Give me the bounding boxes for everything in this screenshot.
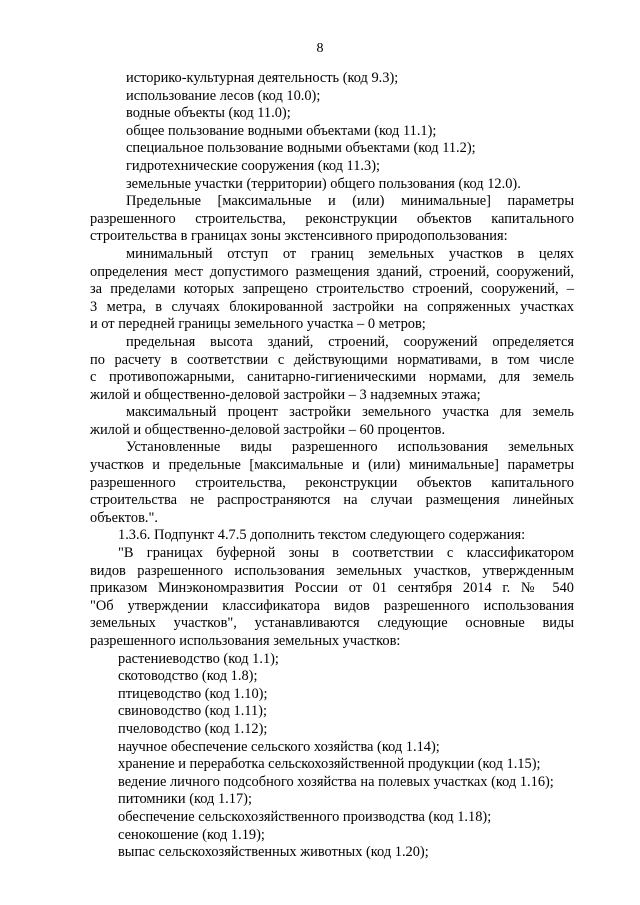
paragraph-line: по расчету в соответствии с действующими нормативами, в том числе xyxy=(90,351,574,368)
paragraph-height-limit xyxy=(90,334,574,404)
paragraph-line: Установленные виды разрешенного использования земельных xyxy=(126,439,574,456)
list-item: птицеводство (код 1.10); xyxy=(118,685,268,702)
paragraph-line: разрешенного строительства, реконструкции объектов капитального xyxy=(90,210,574,227)
list-item: историко-культурная деятельность (код 9.3); xyxy=(126,70,399,86)
paragraph-1-3-6: 1.3.6. Подпункт 4.7.5 дополнить текстом следующего содержания: xyxy=(118,527,526,544)
paragraph-line: жилой и общественно-деловой застройки – 60 процентов. xyxy=(90,421,446,438)
paragraph-setback xyxy=(90,246,574,334)
list-item: научное обеспечение сельского хозяйства (код 1.14); xyxy=(118,738,440,755)
list-item: специальное пользование водными объектами (код 11.2); xyxy=(126,140,476,157)
paragraph-line: видов разрешенного использования земельных участков, утвержденным xyxy=(90,562,574,579)
paragraph-line: Предельные [максимальные и (или) минимальные] параметры xyxy=(126,193,574,210)
land-use-list-continued xyxy=(90,70,574,193)
list-item: использование лесов (код 10.0); xyxy=(126,87,321,104)
list-item: водные объекты (код 11.0); xyxy=(126,105,291,122)
paragraph-line: максимальный процент застройки земельного участка для земель xyxy=(126,404,574,421)
paragraph-line: участков и предельные [максимальные и (или) минимальные] параметры xyxy=(90,457,574,474)
paragraph-line: разрешенного использования земельных участков: xyxy=(90,633,401,649)
paragraph-established-uses xyxy=(90,439,574,527)
list-item: общее пользование водными объектами (код 11.1); xyxy=(126,122,437,139)
list-item: растениеводство (код 1.1); xyxy=(118,650,279,667)
paragraph-line: "В границах буферной зоны в соответствии с классификатором xyxy=(118,545,574,562)
paragraph-line: с противопожарными, санитарно-гигиеническими нормами, для земель xyxy=(90,369,574,386)
list-item: ведение личного подсобного хозяйства на полевых участках (код 1.16); xyxy=(118,773,554,790)
list-item: питомники (код 1.17); xyxy=(118,791,252,808)
paragraph-line: за пределами которых запрещено строительство строений, сооружений, – xyxy=(90,281,574,298)
list-item: обеспечение сельскохозяйственного производства (код 1.18); xyxy=(118,808,492,825)
list-item: хранение и переработка сельскохозяйственной продукции (код 1.15); xyxy=(118,756,541,773)
paragraph-line: земельных участков", устанавливаются следующие основные виды xyxy=(90,615,574,632)
paragraph-coverage xyxy=(90,404,574,439)
document-body xyxy=(90,70,574,862)
paragraph-line: 3 метра, в случаях блокированной застройки на сопряженных участках xyxy=(90,298,574,315)
list-item: скотоводство (код 1.8); xyxy=(118,668,258,685)
page-number: 8 xyxy=(316,41,324,56)
paragraph-limit-parameters xyxy=(90,193,574,246)
paragraph-buffer-zone xyxy=(90,545,574,651)
paragraph-line: строительства в границах зоны экстенсивного природопользования: xyxy=(90,228,508,245)
paragraph-line: разрешенного строительства, реконструкции объектов капитального xyxy=(90,474,574,491)
list-item: земельные участки (территории) общего пользования (код 12.0). xyxy=(126,175,521,192)
paragraph-line: жилой и общественно-деловой застройки – 3 надземных этажа; xyxy=(90,386,481,403)
paragraph-line: определения мест допустимого размещения зданий, строений, сооружений, xyxy=(90,263,574,280)
list-item: сенокошение (код 1.19); xyxy=(118,826,265,843)
list-item: гидротехнические сооружения (код 11.3); xyxy=(126,157,380,174)
paragraph-line: предельная высота зданий, строений, сооружений определяется xyxy=(126,333,574,350)
list-item: свиноводство (код 1.11); xyxy=(118,703,267,720)
paragraph-line: строительства не распространяются на случаи размещения линейных xyxy=(90,492,574,509)
buffer-zone-uses-list xyxy=(90,651,574,862)
paragraph-line: "Об утверждении классификатора видов разрешенного использования xyxy=(90,597,574,614)
paragraph-line: и от передней границы земельного участка – 0 метров; xyxy=(90,316,426,333)
paragraph-line: минимальный отступ от границ земельных участков в целях xyxy=(126,245,574,262)
list-item: выпас сельскохозяйственных животных (код 1.20); xyxy=(118,844,429,861)
paragraph-line: объектов.". xyxy=(90,509,158,526)
list-item: пчеловодство (код 1.12); xyxy=(118,720,268,737)
paragraph-line: приказом Минэкономразвития России от 01 сентября 2014 г. № 540 xyxy=(90,580,574,597)
